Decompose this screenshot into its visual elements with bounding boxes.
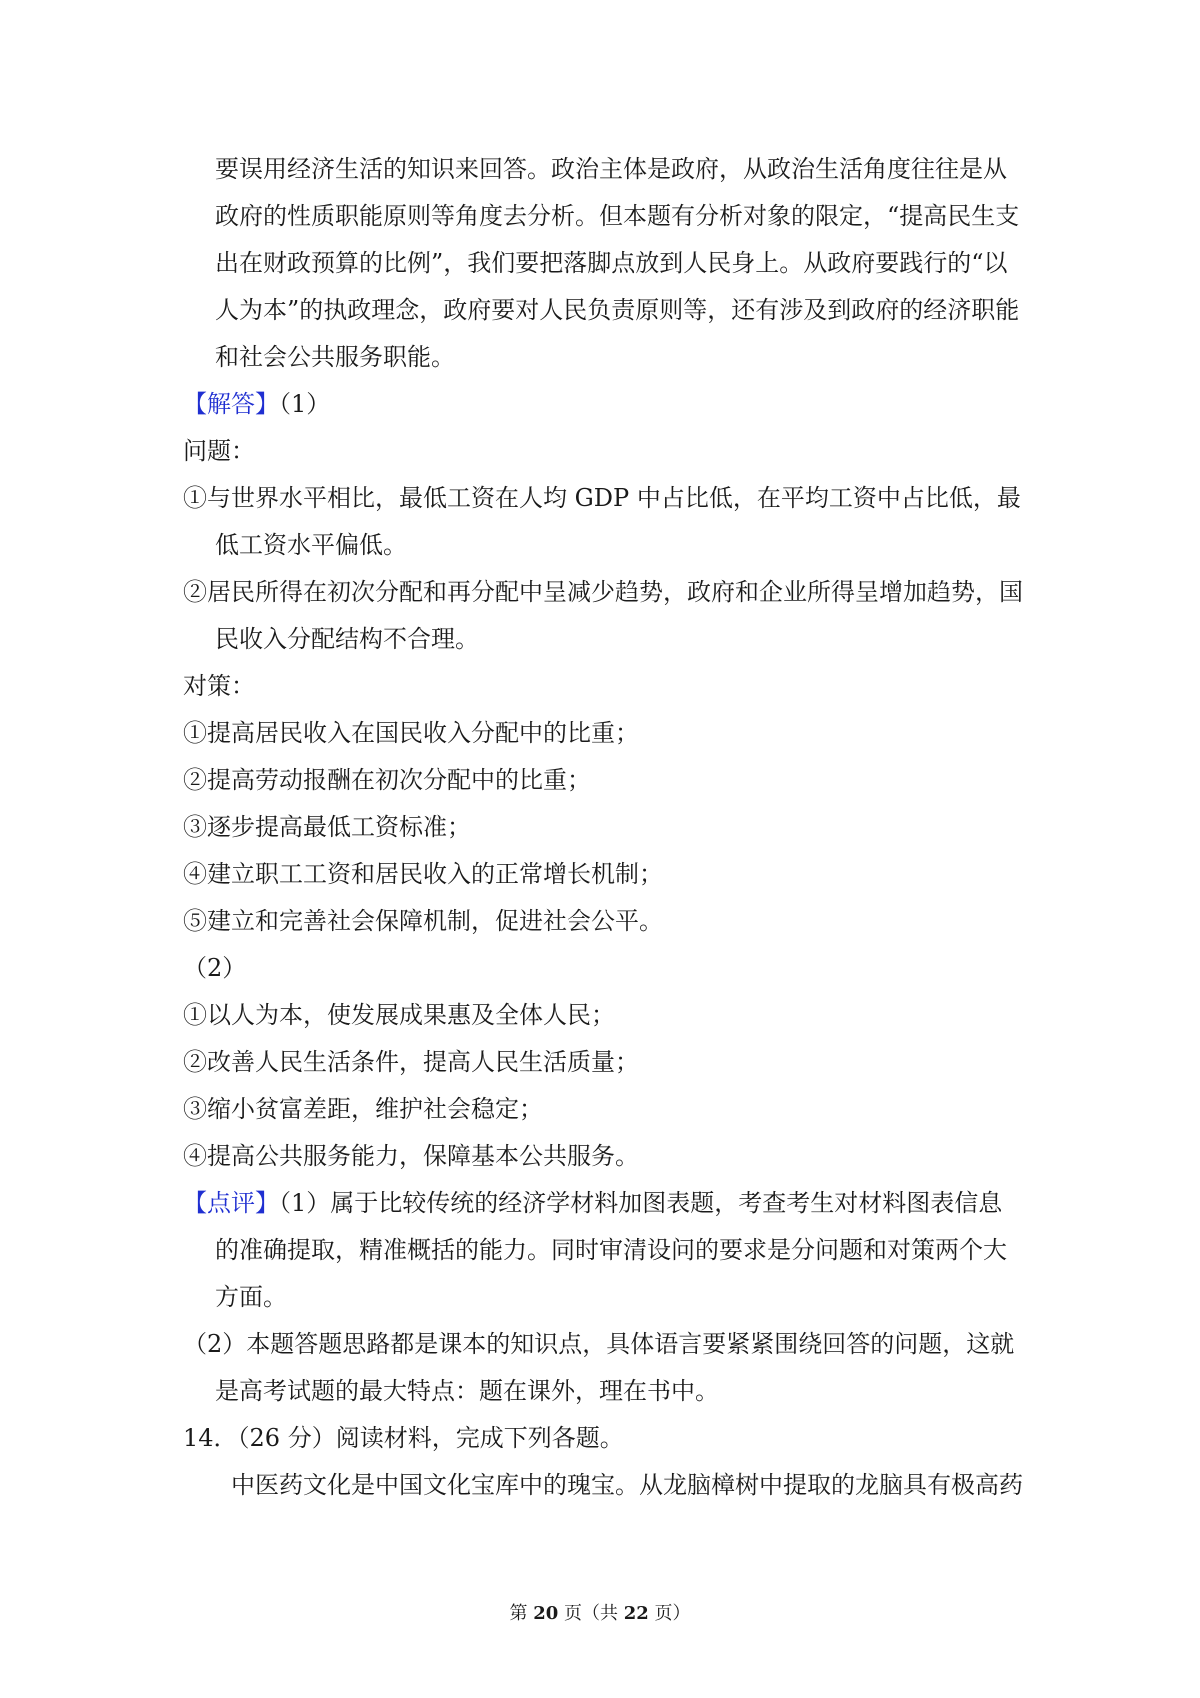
footer-middle: 页（共 [558,1603,624,1624]
question-14-material: 中医药文化是中国文化宝库中的瑰宝。从龙脑樟树中提取的龙脑具有极高药 [231,1471,1023,1499]
comment-line: （2）本题答题思路都是课本的知识点，具体语言要紧紧围绕回答的问题，这就 [183,1330,1015,1358]
answer-part2-label: （2） [183,954,247,982]
part2-item: ③缩小贫富差距，维护社会稳定； [183,1095,543,1123]
comment-text: （1）属于比较传统的经济学材料加图表题，考查考生对材料图表信息 [279,1189,1003,1217]
analysis-line: 政府的性质职能原则等角度去分析。但本题有分析对象的限定，“提高民生支 [215,202,1020,230]
measure-item: ①提高居民收入在国民收入分配中的比重； [183,719,639,747]
analysis-line: 要误用经济生活的知识来回答。政治主体是政府，从政治生活角度往往是从 [215,155,1007,183]
comment-heading [183,1180,1033,1227]
answer-part1-label: （1） [279,390,331,418]
problem-heading: 问题： [183,437,255,465]
page-footer [0,1602,1200,1626]
measure-item: ⑤建立和完善社会保障机制，促进社会公平。 [183,907,663,935]
answer-tag: 【解答】 [183,390,279,418]
measure-item: ④建立职工工资和居民收入的正常增长机制； [183,860,663,888]
page-content [183,146,1033,1509]
problem-item: ①与世界水平相比，最低工资在人均 GDP 中占比低，在平均工资中占比低，最 [183,484,1021,512]
answer-heading [183,381,1033,428]
measure-item: ②提高劳动报酬在初次分配中的比重； [183,766,591,794]
comment-line: 的准确提取，精准概括的能力。同时审清设问的要求是分问题和对策两个大 [215,1236,1007,1264]
analysis-line: 出在财政预算的比例”，我们要把落脚点放到人民身上。从政府要践行的“以 [215,249,1008,277]
footer-total-pages: 22 [623,1603,649,1624]
comment-line: 是高考试题的最大特点：题在课外，理在书中。 [215,1377,719,1405]
part2-item: ①以人为本，使发展成果惠及全体人民； [183,1001,615,1029]
problem-item-continued: 民收入分配结构不合理。 [215,625,479,653]
measure-item: ③逐步提高最低工资标准； [183,813,471,841]
part2-item: ④提高公共服务能力，保障基本公共服务。 [183,1142,639,1170]
comment-tag: 【点评】 [183,1189,279,1217]
problem-item-continued: 低工资水平偏低。 [215,531,407,559]
question-14-header: 14．（26 分）阅读材料，完成下列各题。 [183,1424,624,1452]
problem-item: ②居民所得在初次分配和再分配中呈减少趋势，政府和企业所得呈增加趋势，国 [183,578,1023,606]
footer-prefix: 第 [509,1603,534,1624]
analysis-line: 人为本”的执政理念，政府要对人民负责原则等，还有涉及到政府的经济职能 [215,296,1020,324]
measures-heading: 对策： [183,672,255,700]
comment-line: 方面。 [215,1283,287,1311]
part2-item: ②改善人民生活条件，提高人民生活质量； [183,1048,639,1076]
footer-suffix: 页） [648,1603,691,1624]
analysis-line: 和社会公共服务职能。 [215,343,455,371]
footer-page-number: 20 [533,1603,559,1624]
